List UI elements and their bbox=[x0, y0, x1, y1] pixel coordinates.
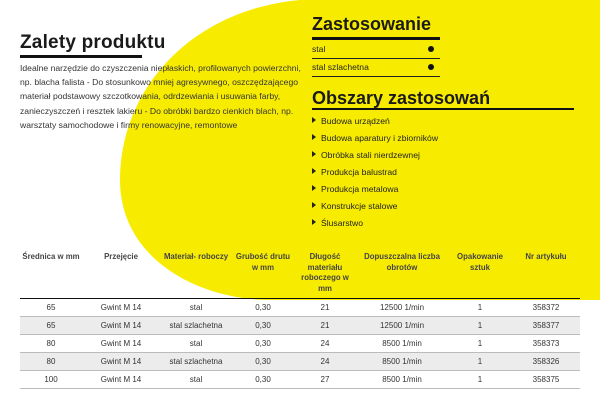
table-cell: stal bbox=[160, 371, 232, 389]
arrow-right-icon bbox=[312, 185, 316, 191]
table-header-cell: Dopuszczalna liczba obrotów bbox=[364, 252, 440, 272]
table-cell: 65 bbox=[20, 317, 82, 335]
table-header-cell: Średnica w mm bbox=[22, 252, 80, 261]
table-header-cell: Nr artykułu bbox=[525, 252, 567, 261]
table-row bbox=[20, 299, 580, 317]
table-cell: 0,30 bbox=[232, 353, 294, 371]
advantages-text: Idealne narzędzie do czyszczenia niepłaskich, profilowanych powierzchni, np. blacha falista - Do stosunkowo mniej agresywnego, oszczędzającego materiał podstawowy szczotkowania, odrdzewiania i usuwania farby, zanieczyszczeń i resztek lakieru - Do obróbki bardzo cienkich blach, np. warsztaty samochodowe i firmy renowacyjne, remontowe bbox=[20, 63, 301, 130]
table-cell: Gwint M 14 bbox=[82, 317, 160, 335]
table-row bbox=[20, 353, 580, 371]
area-item: Budowa urządzeń bbox=[312, 115, 512, 127]
table-cell: 80 bbox=[20, 335, 82, 353]
table-cell: 21 bbox=[294, 317, 356, 335]
table-cell: Gwint M 14 bbox=[82, 335, 160, 353]
table-header-cell: Grubość drutu w mm bbox=[235, 252, 291, 272]
table-cell: 8500 1/min bbox=[356, 371, 448, 389]
table-cell: stal szlachetna bbox=[160, 353, 232, 371]
table-cell: 1 bbox=[448, 317, 512, 335]
table-header-cell: Opakowanie sztuk bbox=[457, 252, 503, 272]
bullet-dot-icon bbox=[428, 46, 434, 52]
application-item-label: stal szlachetna bbox=[312, 62, 369, 72]
table-cell: Gwint M 14 bbox=[82, 371, 160, 389]
areas-rule bbox=[312, 108, 574, 110]
table-cell: 1 bbox=[448, 335, 512, 353]
table-cell: 358377 bbox=[512, 317, 580, 335]
area-item: Obróbka stali nierdzewnej bbox=[312, 149, 512, 161]
table-cell: Gwint M 14 bbox=[82, 299, 160, 317]
area-item: Produkcja metalowa bbox=[312, 183, 512, 195]
bullet-dot-icon bbox=[428, 64, 434, 70]
table-cell: 358326 bbox=[512, 353, 580, 371]
table-cell: 65 bbox=[20, 299, 82, 317]
advantages-rule bbox=[20, 55, 142, 58]
table-row bbox=[20, 317, 580, 335]
table-cell: 12500 1/min bbox=[356, 299, 448, 317]
table-cell: 24 bbox=[294, 335, 356, 353]
table-cell: 0,30 bbox=[232, 299, 294, 317]
table-cell: 1 bbox=[448, 353, 512, 371]
table-cell: 1 bbox=[448, 299, 512, 317]
table-header-cell: Materiał- roboczy bbox=[163, 252, 229, 261]
table-cell: 0,30 bbox=[232, 317, 294, 335]
arrow-right-icon bbox=[312, 134, 316, 140]
arrow-right-icon bbox=[312, 202, 316, 208]
table-row bbox=[20, 371, 580, 389]
table-cell: 100 bbox=[20, 371, 82, 389]
table-cell: stal bbox=[160, 299, 232, 317]
product-table bbox=[20, 246, 580, 389]
application-title: Zastosowanie bbox=[312, 14, 432, 34]
arrow-right-icon bbox=[312, 219, 316, 225]
table-cell: stal szlachetna bbox=[160, 317, 232, 335]
area-item: Ślusarstwo bbox=[312, 217, 512, 229]
table-header-row bbox=[20, 246, 580, 299]
table-header-cell: Przejęcie bbox=[104, 252, 138, 261]
table-row bbox=[20, 335, 580, 353]
areas-title: Obszary zastosowań bbox=[312, 88, 491, 108]
area-item: Konstrukcje stalowe bbox=[312, 200, 512, 212]
table-header-cell: Długość materiału roboczego w mm bbox=[301, 252, 349, 293]
application-item bbox=[312, 58, 440, 77]
table-cell: 1 bbox=[448, 371, 512, 389]
application-item bbox=[312, 40, 440, 59]
arrow-right-icon bbox=[312, 168, 316, 174]
arrow-right-icon bbox=[312, 117, 316, 123]
table-cell: 358372 bbox=[512, 299, 580, 317]
table-cell: 0,30 bbox=[232, 371, 294, 389]
table-cell: 8500 1/min bbox=[356, 335, 448, 353]
table-cell: 21 bbox=[294, 299, 356, 317]
application-item-label: stal bbox=[312, 44, 326, 54]
table-cell: 0,30 bbox=[232, 335, 294, 353]
table-cell: 8500 1/min bbox=[356, 353, 448, 371]
table-cell: 12500 1/min bbox=[356, 317, 448, 335]
arrow-right-icon bbox=[312, 151, 316, 157]
advantages-title: Zalety produktu bbox=[20, 32, 166, 53]
area-item: Budowa aparatury i zbiorników bbox=[312, 132, 512, 144]
table-cell: stal bbox=[160, 335, 232, 353]
table-cell: Gwint M 14 bbox=[82, 353, 160, 371]
table-cell: 358375 bbox=[512, 371, 580, 389]
table-cell: 27 bbox=[294, 371, 356, 389]
table-cell: 358373 bbox=[512, 335, 580, 353]
area-item: Produkcja balustrad bbox=[312, 166, 512, 178]
table-cell: 24 bbox=[294, 353, 356, 371]
table-cell: 80 bbox=[20, 353, 82, 371]
